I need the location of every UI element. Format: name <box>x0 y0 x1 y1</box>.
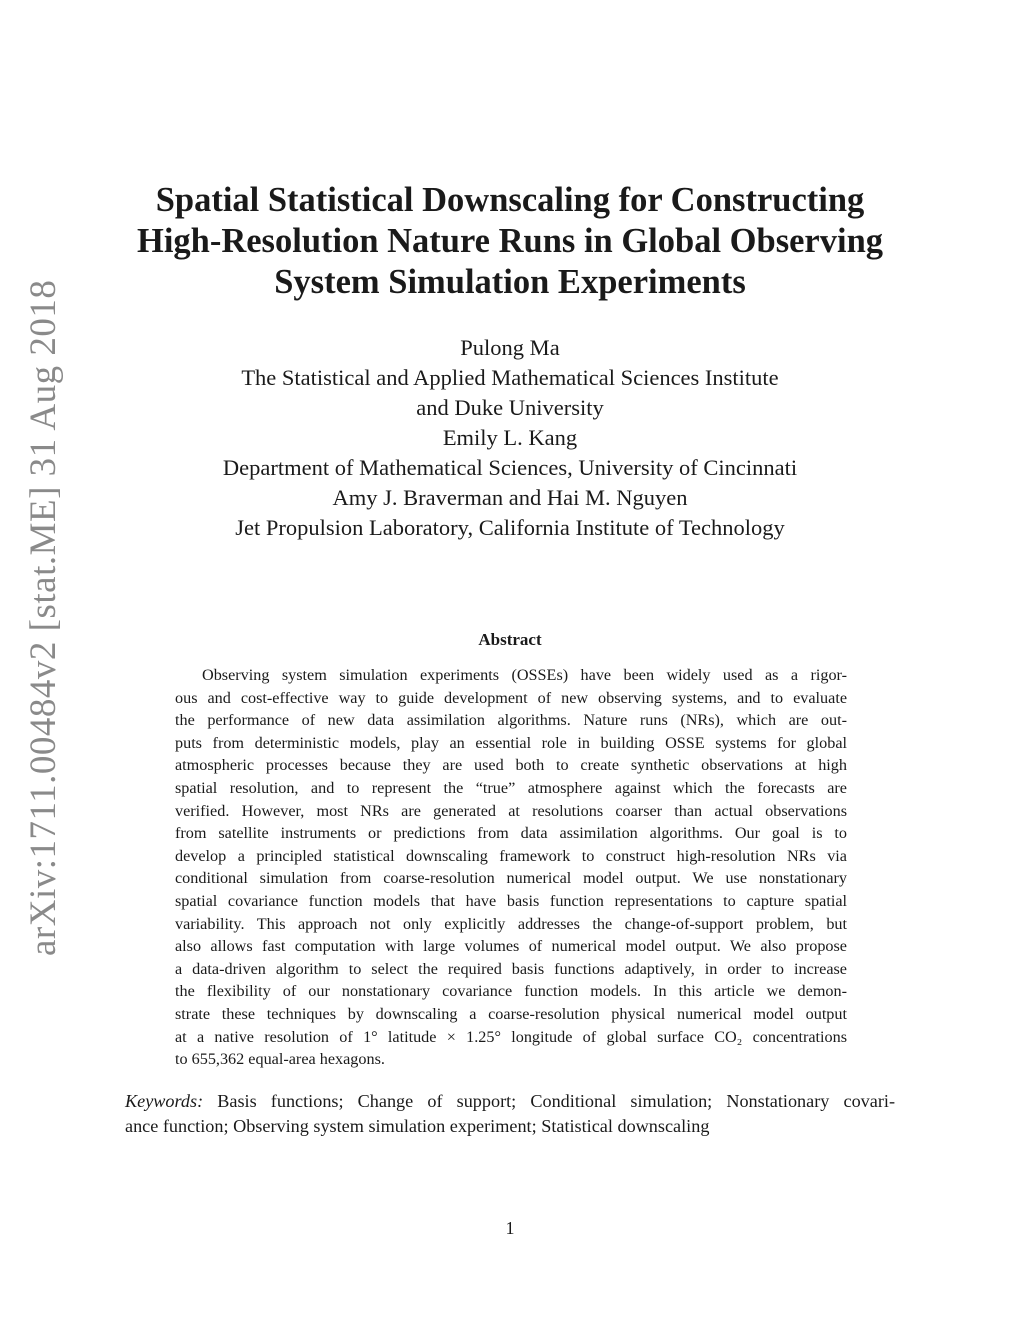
keywords-line <box>125 1089 895 1114</box>
author-affiliation: and Duke University <box>416 395 604 420</box>
paper-title <box>100 180 920 303</box>
author-name: Pulong Ma <box>460 335 560 360</box>
keywords-block <box>125 1089 895 1139</box>
abstract-line: verified. However, most NRs are generated at resolutions coarser than actual observations <box>175 801 847 820</box>
abstract-line: the performance of new data assimilation algorithms. Nature runs (NRs), which are out- <box>175 711 847 730</box>
abstract-line: spatial covariance function models that have basis function representations to capture spatial <box>175 891 847 910</box>
keywords-text: Basis functions; Change of support; Conditional simulation; Nonstationary covari- <box>217 1091 895 1111</box>
abstract-line: spatial resolution, and to represent the “true” atmosphere against which the forecasts are <box>175 778 847 797</box>
author-block <box>100 333 920 543</box>
arxiv-identifier-stamp: arXiv:1711.00484v2 [stat.ME] 31 Aug 2018 <box>23 279 64 956</box>
keywords-label: Keywords: <box>125 1091 204 1111</box>
abstract-line: the flexibility of our nonstationary covariance function models. In this article we demon- <box>175 982 847 1001</box>
abstract-line: atmospheric processes because they are used both to create synthetic observations at high <box>175 756 847 775</box>
abstract-line: variability. This approach not only explicitly addresses the change-of-support problem, but <box>175 914 847 933</box>
abstract-line: also allows fast computation with large volumes of numerical model output. We also propose <box>175 937 847 956</box>
keywords-line: ance function; Observing system simulation experiment; Statistical downscaling <box>125 1116 710 1136</box>
abstract-heading: Abstract <box>478 630 542 649</box>
author-affiliation: Jet Propulsion Laboratory, California Institute of Technology <box>235 515 785 540</box>
author-name: Amy J. Braverman and Hai M. Nguyen <box>332 485 688 510</box>
author-affiliation: Department of Mathematical Sciences, University of Cincinnati <box>222 455 798 480</box>
abstract-line: Observing system simulation experiments (OSSEs) have been widely used as a rigor- <box>202 666 847 684</box>
page-number: 1 <box>505 1218 515 1238</box>
abstract-line: develop a principled statistical downscaling framework to construct high-resolution NRs via <box>175 846 847 865</box>
abstract-line: at a native resolution of 1° latitude × 1.25° longitude of global surface CO₂ concentrations <box>175 1027 847 1046</box>
abstract-line: conditional simulation from coarse-resolution numerical model output. We use nonstationary <box>175 869 847 888</box>
abstract-body <box>175 664 847 1071</box>
abstract-line: to 655,362 equal-area hexagons. <box>175 1050 385 1069</box>
author-affiliation: The Statistical and Applied Mathematical Sciences Institute <box>241 365 779 390</box>
abstract-line: from satellite instruments or predictions from data assimilation algorithms. Our goal is to <box>175 824 847 843</box>
title-line: High-Resolution Nature Runs in Global Observing <box>136 222 884 260</box>
title-line: Spatial Statistical Downscaling for Constructing <box>155 181 865 219</box>
abstract-line: ous and cost-effective way to guide development of new observing systems, and to evaluate <box>175 688 847 707</box>
abstract-line: a data-driven algorithm to select the required basis functions adaptively, in order to increase <box>175 959 847 978</box>
abstract-line: strate these techniques by downscaling a coarse-resolution physical numerical model output <box>175 1004 847 1023</box>
title-line: System Simulation Experiments <box>274 263 746 301</box>
abstract-line: puts from deterministic models, play an essential role in building OSSE systems for global <box>175 733 847 752</box>
author-name: Emily L. Kang <box>442 425 578 450</box>
